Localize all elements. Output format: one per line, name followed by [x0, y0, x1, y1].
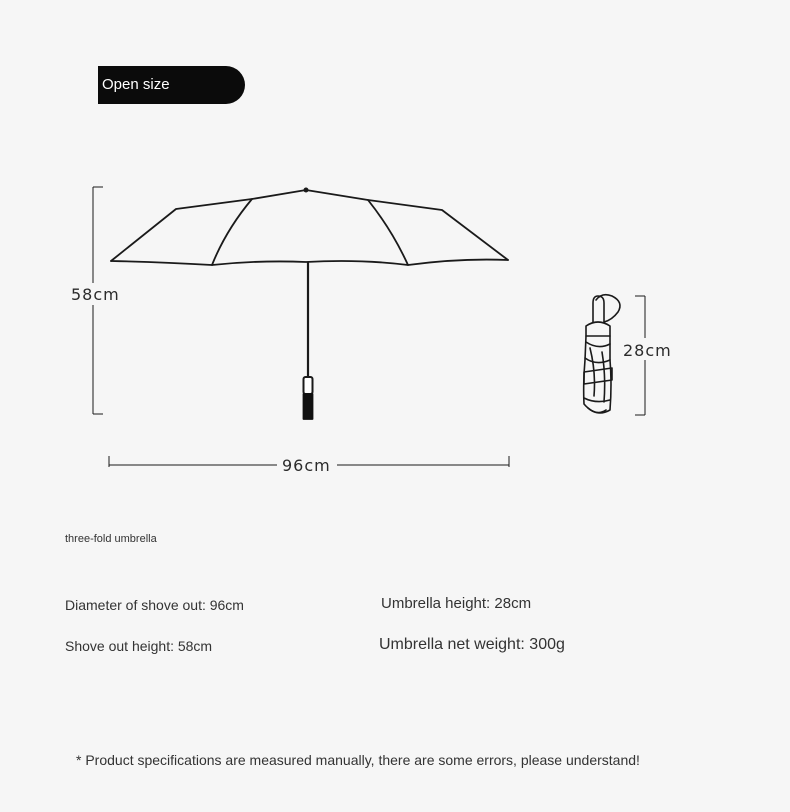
- spec-open-height: Shove out height: 58cm: [65, 638, 213, 654]
- spec-net-weight: Umbrella net weight: 300g: [379, 636, 565, 653]
- open-height-label: 58cm: [71, 285, 120, 304]
- open-umbrella-icon: [111, 188, 508, 420]
- folded-height-label: 28cm: [623, 341, 672, 360]
- umbrella-type-label: three-fold umbrella: [65, 533, 157, 545]
- open-size-label: Open size: [102, 76, 170, 93]
- open-diameter-label: 96cm: [282, 456, 331, 475]
- folded-umbrella-icon: [584, 295, 620, 413]
- spec-umbrella-height: Umbrella height: 28cm: [381, 595, 532, 612]
- disclaimer-note: * Product specifications are measured manually, there are some errors, please understand!: [76, 752, 640, 768]
- spec-diameter: Diameter of shove out: 96cm: [65, 597, 244, 613]
